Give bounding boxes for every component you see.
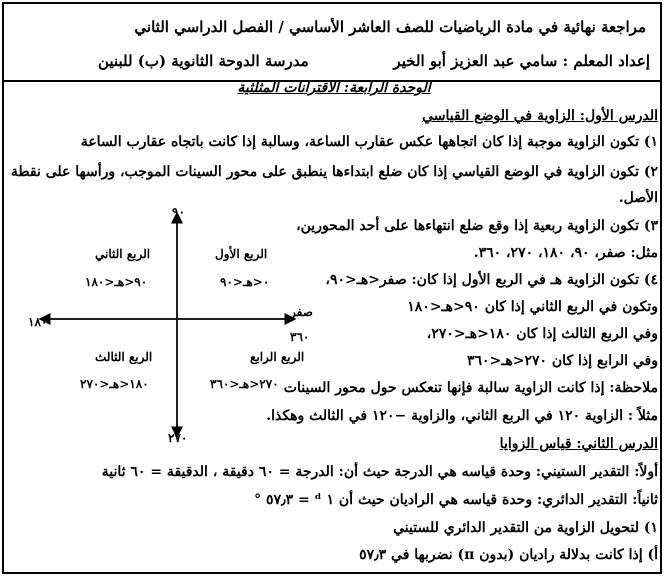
lesson1-title: الدرس الأول: الزاوية في الوضع القياسي [422, 108, 658, 124]
document-title: مراجعة نهائية في مادة الرياضيات للصف العاشر الأساسي / الفصل الدراسي الثاني [134, 18, 646, 36]
quadrants-diagram [20, 205, 330, 450]
lesson1-point3a: ٣) تكون الزاوية ربعية إذا وقع ضلع انتهاءها على أحد المحورين، [296, 218, 658, 234]
lesson2-point3: ١) لتحويل الزاوية من التقدير الدائري للستيني [393, 520, 658, 536]
lesson2-point4: أ) إذا كانت بدلالة راديان (بدون π) نضربها في ٥٧٫٣ [359, 547, 658, 563]
teacher-name: إعداد المعلم : سامي عبد العزيز أبو الخير [393, 52, 650, 70]
lesson2-title: الدرس الثاني: قياس الزوايا [499, 436, 658, 452]
lesson1-point4c: وفي الربع الثالث إذا كان ١٨٠<هـ<٢٧٠، [426, 326, 658, 342]
lesson1-point1: ١) تكون الزاوية موجبة إذا كان اتجاهها عكس عقارب الساعة، وسالبة إذا كانت باتجاه عقارب الساعة [80, 134, 658, 150]
q4-range: ٢٧٠<هـ<٣٦٠ [210, 377, 279, 391]
school-name: مدرسة الدوحة الثانوية (ب) للبنين [98, 52, 309, 70]
q4-name: الربع الرابع [250, 350, 305, 364]
q1-name: الربع الأول [215, 247, 268, 261]
lesson1-point4b: وتكون في الربع الثاني إذا كان ٩٠<هـ<١٨٠ [407, 299, 658, 315]
label-270: ٢٧٠ [168, 431, 188, 445]
lesson1-point2a: ٢) تكون الزاوية في الوضع القياسي إذا كان ضلع ابتداءها ينطبق على محور السينات الموجب، ورأسها على نقطة [10, 164, 658, 180]
lesson2-point1: أولاً: التقدير الستيني: وحدة قياسه هي الدرجة حيث أن: الدرجة = ٦٠ دقيقة ، الدقيقة = ٦٠ ثانية [101, 464, 658, 480]
q3-range: ١٨٠<هـ<٢٧٠ [80, 377, 149, 391]
lesson1-point2b: الأصل. [618, 190, 658, 206]
q2-range: ٩٠<هـ<١٨٠ [85, 275, 148, 289]
label-zero: صفر [290, 305, 313, 319]
label-90: ٩٠ [172, 205, 185, 219]
label-180: ١٨٠ [28, 315, 48, 329]
lesson2-point2: ثانياً: التقدير الدائري: وحدة قياسه هي الراديان حيث أن ١ ᵈ = ٥٧٫٣ ° [254, 492, 658, 508]
axes-svg [20, 205, 330, 450]
q3-name: الربع الثالث [95, 350, 153, 364]
lesson1-point4d: وفي الرابع إذا كان ٢٧٠<هـ<٣٦٠ [466, 353, 658, 369]
q1-range: ٠<هـ<٩٠ [220, 275, 270, 289]
label-360: ٣٦٠ [290, 330, 310, 344]
unit-title: الوحدة الرابعة: الاقترانات المثلثية [237, 80, 431, 96]
header-box [4, 4, 660, 82]
lesson1-point4a: ٤) تكون الزاوية هـ في الربع الأول إذا كان: صفر<هـ<٩٠، [325, 272, 658, 288]
lesson1-example: مثلاً : الزاوية ١٢٠ في الربع الثاني، والزاوية −١٢٠ في الثالث وهكذا. [266, 408, 658, 424]
q2-name: الربع الثاني [95, 247, 151, 261]
lesson1-note: ملاحظة: إذا كانت الزاوية سالبة فإنها تنعكس حول محور السينات [283, 380, 658, 396]
lesson1-point3b: مثل: صفر، ٩٠، ١٨٠، ٢٧٠، ٣٦٠. [473, 245, 658, 261]
